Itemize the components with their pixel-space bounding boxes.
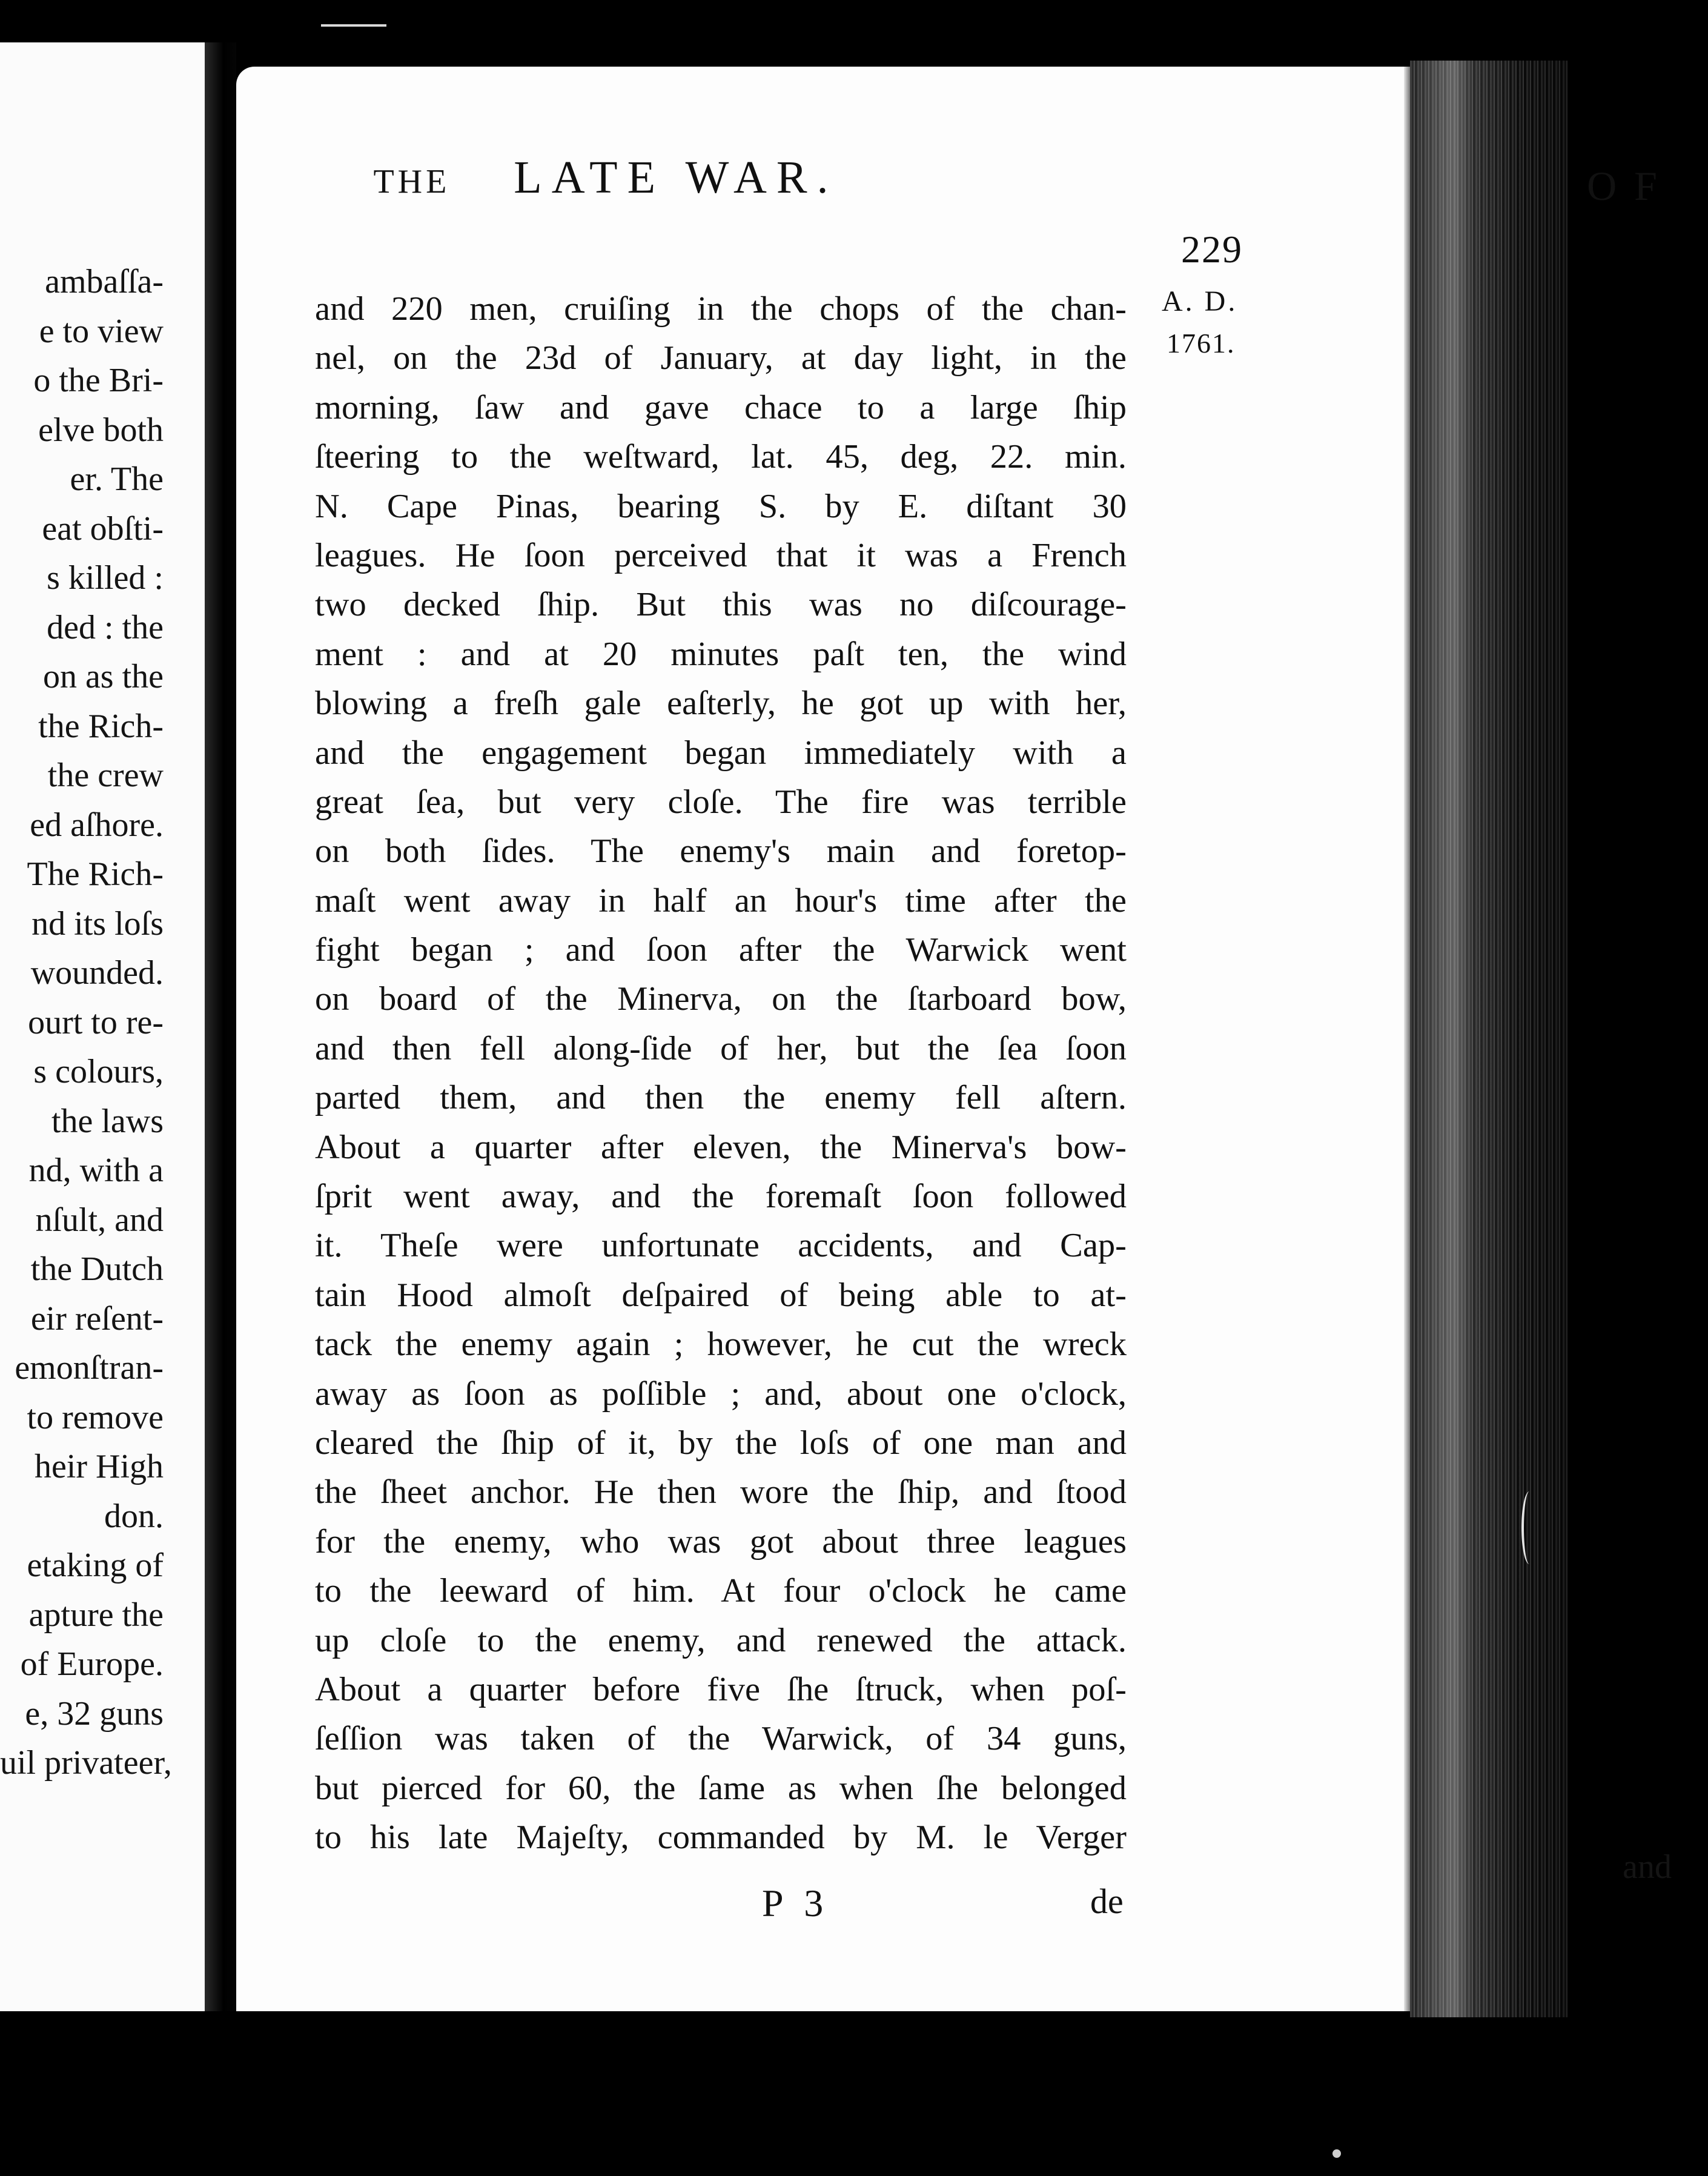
text-line: blowing a freſh gale eaſterly, he got up with her, xyxy=(315,685,1127,723)
text-line: up cloſe to the enemy, and renewed the attack. xyxy=(315,1621,1127,1659)
left-text-line: nſult, and xyxy=(35,1201,164,1239)
body-text xyxy=(315,285,1127,1863)
text-line: to his late Majeſty, commanded by M. le Verger xyxy=(315,1819,1127,1857)
text-line: but pierced for 60, the ſame as when ſhe belonged xyxy=(315,1769,1127,1807)
text-line: About a quarter after eleven, the Minerva's bow- xyxy=(315,1128,1127,1166)
running-header xyxy=(230,151,981,204)
left-text-line: ed aſhore. xyxy=(30,806,164,844)
left-text-line: don. xyxy=(104,1497,164,1535)
text-line: two decked ſhip. But this was no diſcourage- xyxy=(315,586,1127,624)
text-line: to the leeward of him. At four o'clock he came xyxy=(315,1572,1127,1610)
left-text-line: er. The xyxy=(70,460,164,498)
text-line: great ſea, but very cloſe. The fire was terrible xyxy=(315,783,1127,821)
text-line: and 220 men, cruiſing in the chops of the chan- xyxy=(315,290,1127,328)
signature-mark: P 3 xyxy=(762,1882,830,1925)
text-line: ſeſſion was taken of the Warwick, of 34 guns, xyxy=(315,1720,1127,1758)
text-line: morning, ſaw and gave chace to a large ſhip xyxy=(315,388,1127,426)
left-text-line: elve both xyxy=(38,411,164,449)
left-text-line: to remove xyxy=(27,1398,164,1436)
running-header-article: THE xyxy=(373,163,451,201)
left-text-line: eir reſent- xyxy=(30,1299,164,1338)
page-number: 229 xyxy=(1181,228,1243,271)
left-text-line: of Europe. xyxy=(20,1645,164,1683)
text-line: ment : and at 20 minutes paſt ten, the wind xyxy=(315,635,1127,673)
text-line: cleared the ſhip of it, by the loſs of one man and xyxy=(315,1424,1127,1462)
text-line: the ſheet anchor. He then wore the ſhip, and ſtood xyxy=(315,1473,1127,1511)
left-running-header: O F xyxy=(1587,163,1661,209)
page-edge xyxy=(1404,67,1410,2011)
left-text-line: the laws xyxy=(51,1102,164,1140)
scan-mark xyxy=(321,24,386,27)
left-text-line: e to view xyxy=(39,312,164,350)
text-line: ſteering to the weſtward, lat. 45, deg, 22. min. xyxy=(315,438,1127,476)
running-header-title: LATE WAR. xyxy=(514,152,838,203)
text-line: away as ſoon as poſſible ; and, about one o'clock, xyxy=(315,1375,1127,1413)
text-line: parted them, and then the enemy fell aſtern. xyxy=(315,1079,1127,1117)
left-text-line: the crew xyxy=(47,757,164,794)
left-text-line: eat obſti- xyxy=(42,509,164,548)
left-text-line: ambaſſa- xyxy=(45,263,164,300)
text-line: tain Hood almoſt deſpaired of being able to at- xyxy=(315,1276,1127,1314)
catchword: de xyxy=(1090,1882,1124,1921)
edge-mark xyxy=(1521,1491,1537,1564)
margin-note-ad: A. D. xyxy=(1162,285,1238,317)
page-stack-glare xyxy=(1410,61,1567,2017)
left-text-line: o the Bri- xyxy=(33,362,164,399)
left-text-line: ded : the xyxy=(47,608,164,646)
left-text-line: uil privateer, xyxy=(0,1744,172,1782)
left-text-line: s colours, xyxy=(33,1053,164,1090)
left-text-line: etaking of xyxy=(27,1547,164,1584)
left-text-line: e, 32 guns xyxy=(25,1694,164,1733)
text-line: on board of the Minerva, on the ſtarboard bow, xyxy=(315,980,1127,1018)
left-text-line: heir High xyxy=(34,1448,164,1485)
text-line: and the engagement began immediately with a xyxy=(315,734,1127,772)
text-line: for the enemy, who was got about three leagues xyxy=(315,1522,1127,1561)
text-line: About a quarter before five ſhe ſtruck, when poſ- xyxy=(315,1670,1127,1708)
left-text-line: on as the xyxy=(42,658,164,695)
margin-note-year: 1761. xyxy=(1167,328,1236,359)
left-text-line: The Rich- xyxy=(27,855,164,893)
text-line: leagues. He ſoon perceived that it was a French xyxy=(315,536,1127,574)
left-text-line: the Dutch xyxy=(30,1250,164,1288)
text-line: N. Cape Pinas, bearing S. by E. diſtant 30 xyxy=(315,487,1127,525)
left-text-line: ourt to re- xyxy=(28,1003,164,1041)
text-line: nel, on the 23d of January, at day light, in the xyxy=(315,339,1127,377)
dust-speck xyxy=(1332,2149,1341,2158)
left-text-line: wounded. xyxy=(30,954,164,992)
gutter-shadow xyxy=(205,42,236,2011)
left-text-line: nd its loſs xyxy=(31,904,164,943)
left-text-line: apture the xyxy=(28,1596,164,1634)
text-line: tack the enemy again ; however, he cut the wreck xyxy=(315,1325,1127,1364)
left-catchword: and xyxy=(1623,1848,1672,1886)
text-line: ſprit went away, and the foremaſt ſoon followed xyxy=(315,1178,1127,1216)
text-line: and then fell along-ſide of her, but the ſea ſoon xyxy=(315,1029,1127,1067)
left-text-line: the Rich- xyxy=(38,707,164,745)
text-line: it. Theſe were unfortunate accidents, and Cap- xyxy=(315,1227,1127,1265)
left-page-text xyxy=(0,257,172,1788)
text-line: fight began ; and ſoon after the Warwick went xyxy=(315,931,1127,969)
text-line: on both ſides. The enemy's main and foretop- xyxy=(315,832,1127,871)
left-text-line: nd, with a xyxy=(28,1152,164,1189)
text-line: maſt went away in half an hour's time after the xyxy=(315,881,1127,920)
left-text-line: s killed : xyxy=(47,559,164,597)
left-text-line: emonſtran- xyxy=(15,1349,164,1387)
